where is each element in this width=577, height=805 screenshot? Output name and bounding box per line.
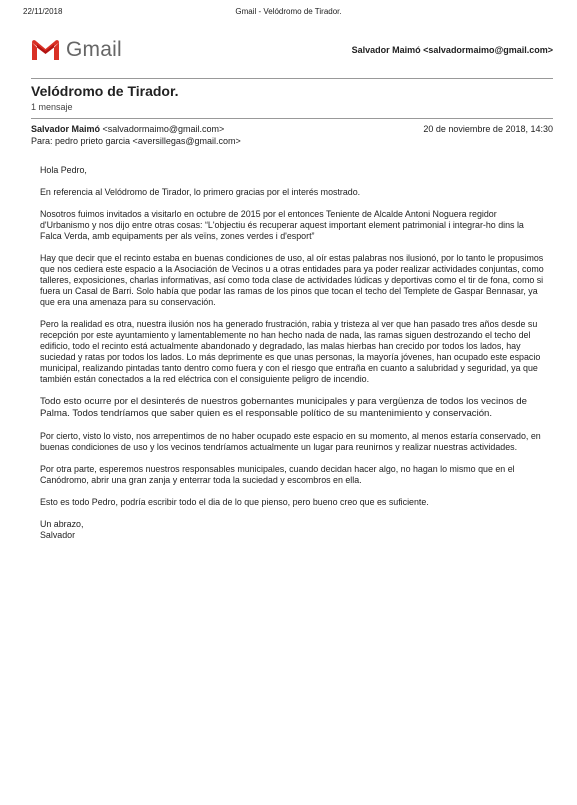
paragraph-6: Por cierto, visto lo visto, nos arrepentimos de no haber ocupado este espacio en su momento, al menos estaría conservado, en buenas condiciones de uso y los vecinos tendríamos actualmente un lugar para reunirnos y realizar nuestras actividades. [40,431,541,452]
paragraph-4: Pero la realidad es otra, nuestra ilusión nos ha generado frustración, rabia y tristeza al ver que han pasado tres años desde su recepción por este ayuntamiento y lamentablemente no han hecho nada de nada, las ramas siguen destrozando el techo del edificio, todo el recinto está actualmente abandonado y degradado, las malas hierbas han crecido por todos los lados, hay suciedad y ratas por todos los lados. Lo más deprimente es que unas personas, la mayoría jóvenes, han ocupado este espacio municipal, realizando pintadas tanto dentro como fuera y con el riesgo que entraña en cuanto a salubridad y seguridad, ya que también están conectados a la red eléctrica con el consiguiente peligro de incendio. [40,319,541,384]
message-sender [31,124,224,134]
gmail-envelope-icon [31,39,60,61]
message-date: 20 de noviembre de 2018, 14:30 [423,124,553,134]
message-count: 1 mensaje [31,102,73,112]
print-date: 22/11/2018 [23,7,63,16]
paragraph-7: Por otra parte, esperemos nuestros responsables municipales, cuando decidan hacer algo, no hagan lo mismo que en el Canódromo, abrir una gran zanja y enterrar toda la suciedad y escombros en ella. [40,464,515,485]
gmail-wordmark: Gmail [66,38,122,61]
gmail-logo[interactable] [31,37,122,63]
thread-divider [31,118,553,119]
signoff: Un abrazo, [40,519,84,529]
thread-subject: Velódromo de Tirador. [31,83,179,99]
account-email: Salvador Maimó <salvadormaimo@gmail.com> [351,45,553,55]
paragraph-2: Nosotros fuimos invitados a visitarlo en octubre de 2015 por el entonces Teniente de Alcalde Antoni Noguera regidor d'Urbanismo y nos dijo entre otras cosas: “L'objectiu és recuperar aquest important element patrimonial i integrar-ho dins la Falca Verda, amb equipaments per als veïns, zones verdes i d'esport” [40,209,524,241]
print-title: Gmail - Velódromo de Tirador. [235,7,342,16]
message-recipient: Para: pedro prieto garcia <aversillegas@gmail.com> [31,136,241,146]
paragraph-5: Todo esto ocurre por el desinterés de nuestros gobernantes municipales y para vergüenza de todos los vecinos de Palma. Todos tendríamos que saber quien es el responsable político de su mantenimiento y conservación. [40,396,527,419]
paragraph-3: Hay que decir que el recinto estaba en buenas condiciones de uso, al oír estas palabras nos ilusionó, por lo tanto le propusimos que nos cediera este espacio a la Asociación de Vecinos u a otras entidades para ya poder realizar actividades conjuntas, como talleres, exposiciones, charlas informativas, así como toda clase de actividades lúdicas y deportivas como el tir de fona, como si fuera un Casal de Barri. Solo había que podar las ramas de los pinos que tocan el techo del Templete de Gaspar Bennasar, ya que era una amenaza para su conservación. [40,253,544,307]
paragraph-8: Esto es todo Pedro, podría escribir todo el dia de lo que pienso, pero bueno creo que es suficiente. [40,497,429,507]
message-body [40,165,548,541]
header-divider [31,78,553,79]
sender-name: Salvador Maimó [31,124,101,134]
greeting: Hola Pedro, [40,165,87,175]
signature: Salvador [40,530,76,540]
sender-email: <salvadormaimo@gmail.com> [102,124,225,134]
paragraph-1: En referencia al Velódromo de Tirador, lo primero gracias por el interés mostrado. [40,187,361,197]
